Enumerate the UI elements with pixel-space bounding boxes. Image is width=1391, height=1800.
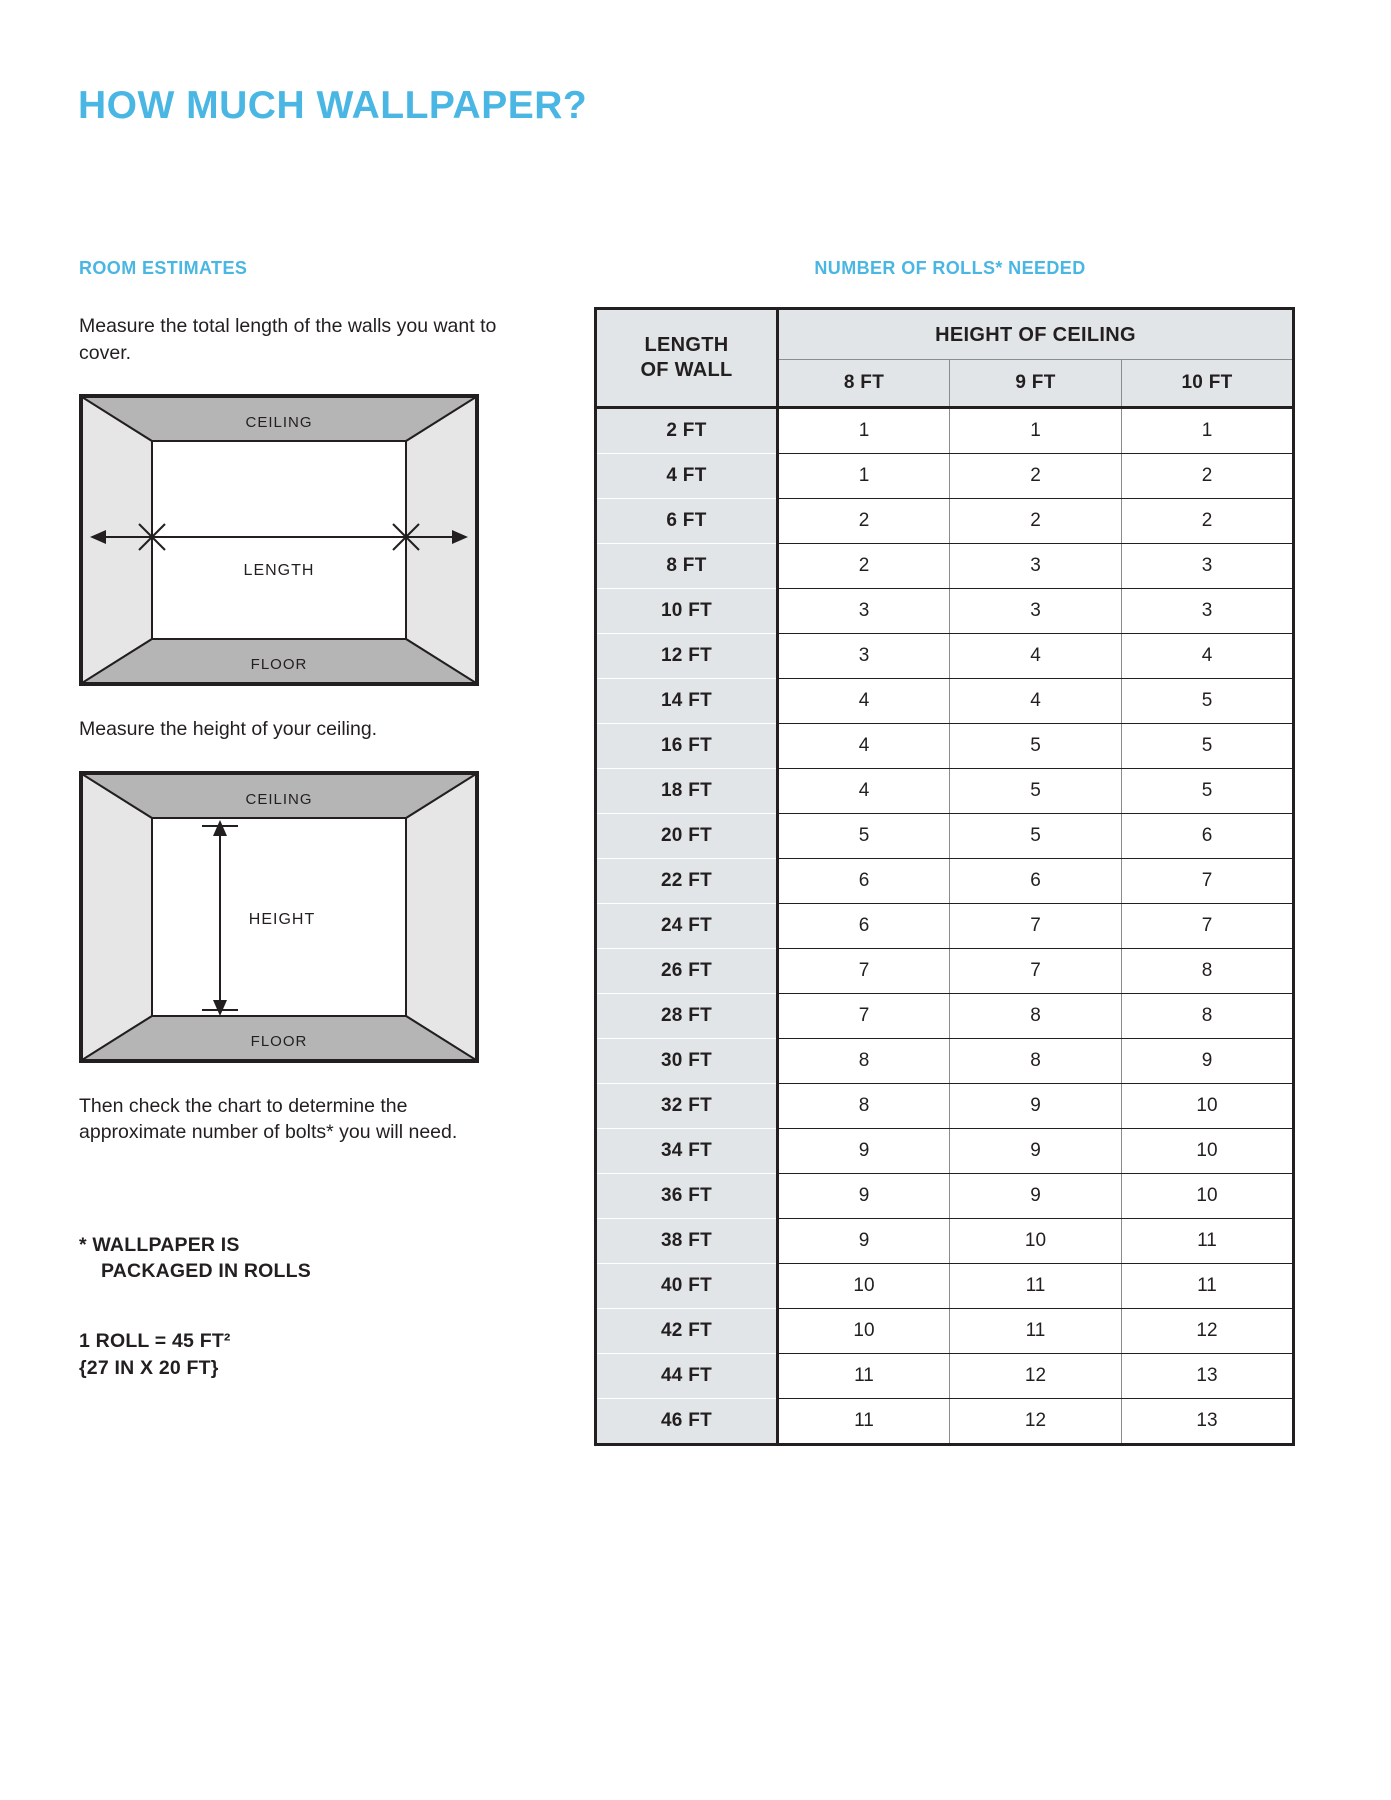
cell-rolls-8ft: 9 — [778, 1219, 950, 1264]
cell-length-of-wall: 22 FT — [596, 859, 778, 904]
cell-rolls-9ft: 9 — [950, 1174, 1122, 1219]
roll-size-note — [79, 1328, 499, 1381]
cell-rolls-8ft: 3 — [778, 634, 950, 679]
cell-rolls-8ft: 8 — [778, 1084, 950, 1129]
cell-rolls-8ft: 3 — [778, 589, 950, 634]
cell-length-of-wall: 30 FT — [596, 1039, 778, 1084]
cell-rolls-10ft: 7 — [1122, 859, 1294, 904]
cell-rolls-9ft: 9 — [950, 1084, 1122, 1129]
cell-rolls-9ft: 4 — [950, 634, 1122, 679]
roll-size-line-2: {27 IN X 20 FT} — [79, 1356, 219, 1379]
cell-rolls-10ft: 2 — [1122, 454, 1294, 499]
cell-rolls-9ft: 11 — [950, 1309, 1122, 1354]
table-row — [596, 1174, 1294, 1219]
page-title: HOW MUCH WALLPAPER? — [78, 84, 588, 128]
cell-rolls-8ft: 7 — [778, 994, 950, 1039]
cell-length-of-wall: 38 FT — [596, 1219, 778, 1264]
room-diagram-length-svg — [82, 397, 476, 683]
cell-rolls-10ft: 7 — [1122, 904, 1294, 949]
cell-rolls-10ft: 10 — [1122, 1084, 1294, 1129]
floor-label: FLOOR — [250, 1032, 308, 1050]
cell-rolls-9ft: 7 — [950, 949, 1122, 994]
cell-rolls-10ft: 8 — [1122, 949, 1294, 994]
table-row — [596, 1309, 1294, 1354]
cell-rolls-8ft: 9 — [778, 1129, 950, 1174]
cell-rolls-8ft: 4 — [778, 769, 950, 814]
cell-rolls-9ft: 8 — [950, 994, 1122, 1039]
room-estimates-column — [79, 258, 499, 1381]
cell-rolls-10ft: 5 — [1122, 679, 1294, 724]
table-row — [596, 454, 1294, 499]
cell-rolls-10ft: 3 — [1122, 589, 1294, 634]
cell-rolls-10ft: 11 — [1122, 1219, 1294, 1264]
cell-rolls-9ft: 4 — [950, 679, 1122, 724]
cell-rolls-9ft: 12 — [950, 1399, 1122, 1445]
rolls-table-section — [594, 258, 1306, 1446]
cell-rolls-10ft: 3 — [1122, 544, 1294, 589]
cell-rolls-9ft: 5 — [950, 814, 1122, 859]
cell-rolls-9ft: 2 — [950, 454, 1122, 499]
footnote-line-1: * WALLPAPER IS — [79, 1233, 240, 1256]
table-row — [596, 904, 1294, 949]
table-row — [596, 859, 1294, 904]
cell-rolls-10ft: 11 — [1122, 1264, 1294, 1309]
cell-rolls-10ft: 6 — [1122, 814, 1294, 859]
cell-length-of-wall: 2 FT — [596, 408, 778, 454]
cell-rolls-10ft: 12 — [1122, 1309, 1294, 1354]
header-ceiling-9ft: 9 FT — [950, 360, 1122, 408]
cell-length-of-wall: 36 FT — [596, 1174, 778, 1219]
table-row — [596, 679, 1294, 724]
cell-rolls-8ft: 10 — [778, 1264, 950, 1309]
header-length-line-2: OF WALL — [640, 359, 733, 381]
cell-length-of-wall: 28 FT — [596, 994, 778, 1039]
table-header — [596, 309, 1294, 408]
cell-rolls-10ft: 10 — [1122, 1174, 1294, 1219]
table-row — [596, 589, 1294, 634]
cell-rolls-8ft: 4 — [778, 679, 950, 724]
cell-rolls-10ft: 4 — [1122, 634, 1294, 679]
table-row — [596, 634, 1294, 679]
table-row — [596, 1399, 1294, 1445]
room-diagram-height-svg — [82, 774, 476, 1060]
header-ceiling-8ft: 8 FT — [778, 360, 950, 408]
cell-rolls-8ft: 11 — [778, 1399, 950, 1445]
cell-rolls-9ft: 1 — [950, 408, 1122, 454]
cell-rolls-9ft: 9 — [950, 1129, 1122, 1174]
cell-length-of-wall: 6 FT — [596, 499, 778, 544]
cell-rolls-9ft: 8 — [950, 1039, 1122, 1084]
cell-length-of-wall: 14 FT — [596, 679, 778, 724]
table-row — [596, 408, 1294, 454]
cell-length-of-wall: 42 FT — [596, 1309, 778, 1354]
cell-length-of-wall: 46 FT — [596, 1399, 778, 1445]
cell-rolls-10ft: 9 — [1122, 1039, 1294, 1084]
cell-rolls-10ft: 13 — [1122, 1354, 1294, 1399]
table-row — [596, 724, 1294, 769]
cell-rolls-8ft: 2 — [778, 499, 950, 544]
table-row — [596, 994, 1294, 1039]
footnote-line-2: PACKAGED IN ROLLS — [101, 1259, 311, 1282]
cell-rolls-10ft: 5 — [1122, 769, 1294, 814]
cell-rolls-10ft: 13 — [1122, 1399, 1294, 1445]
cell-length-of-wall: 10 FT — [596, 589, 778, 634]
cell-length-of-wall: 24 FT — [596, 904, 778, 949]
header-length-line-1: LENGTH — [644, 334, 729, 356]
cell-rolls-8ft: 4 — [778, 724, 950, 769]
cell-rolls-8ft: 6 — [778, 904, 950, 949]
instruction-paragraph-3: Then check the chart to determine the approximate number of bolts* you will need. — [79, 1094, 458, 1144]
cell-rolls-9ft: 12 — [950, 1354, 1122, 1399]
cell-rolls-8ft: 7 — [778, 949, 950, 994]
cell-length-of-wall: 18 FT — [596, 769, 778, 814]
rolls-table — [594, 307, 1295, 1446]
cell-rolls-8ft: 11 — [778, 1354, 950, 1399]
ceiling-label: CEILING — [245, 414, 313, 432]
table-row — [596, 769, 1294, 814]
cell-rolls-9ft: 3 — [950, 589, 1122, 634]
table-row — [596, 1354, 1294, 1399]
cell-rolls-9ft: 2 — [950, 499, 1122, 544]
cell-rolls-8ft: 6 — [778, 859, 950, 904]
section-heading-room-estimates: ROOM ESTIMATES — [79, 258, 248, 278]
cell-rolls-8ft: 1 — [778, 408, 950, 454]
floor-label: FLOOR — [250, 656, 308, 674]
length-dimension-label: LENGTH — [243, 562, 315, 580]
cell-rolls-9ft: 3 — [950, 544, 1122, 589]
instruction-paragraph-2: Measure the height of your ceiling. — [79, 718, 378, 741]
table-row — [596, 499, 1294, 544]
cell-rolls-9ft: 11 — [950, 1264, 1122, 1309]
table-row — [596, 1219, 1294, 1264]
table-row — [596, 1129, 1294, 1174]
table-row — [596, 949, 1294, 994]
cell-rolls-10ft: 5 — [1122, 724, 1294, 769]
header-length-of-wall — [596, 309, 778, 408]
cell-rolls-8ft: 1 — [778, 454, 950, 499]
cell-rolls-8ft: 2 — [778, 544, 950, 589]
cell-length-of-wall: 20 FT — [596, 814, 778, 859]
room-diagram-height — [79, 771, 479, 1063]
table-row — [596, 544, 1294, 589]
cell-rolls-8ft: 9 — [778, 1174, 950, 1219]
cell-length-of-wall: 40 FT — [596, 1264, 778, 1309]
cell-rolls-10ft: 10 — [1122, 1129, 1294, 1174]
cell-rolls-9ft: 7 — [950, 904, 1122, 949]
cell-rolls-10ft: 8 — [1122, 994, 1294, 1039]
section-heading-rolls-needed: NUMBER OF ROLLS* NEEDED — [814, 258, 1086, 278]
cell-length-of-wall: 34 FT — [596, 1129, 778, 1174]
cell-length-of-wall: 16 FT — [596, 724, 778, 769]
cell-length-of-wall: 32 FT — [596, 1084, 778, 1129]
cell-rolls-9ft: 5 — [950, 769, 1122, 814]
cell-rolls-9ft: 5 — [950, 724, 1122, 769]
cell-rolls-9ft: 10 — [950, 1219, 1122, 1264]
cell-rolls-8ft: 5 — [778, 814, 950, 859]
roll-size-line-1: 1 ROLL = 45 FT² — [79, 1330, 231, 1353]
cell-rolls-10ft: 1 — [1122, 408, 1294, 454]
ceiling-label: CEILING — [245, 790, 313, 808]
height-dimension-label: HEIGHT — [248, 910, 316, 928]
cell-length-of-wall: 26 FT — [596, 949, 778, 994]
room-diagram-length — [79, 394, 479, 686]
table-row — [596, 1039, 1294, 1084]
cell-length-of-wall: 8 FT — [596, 544, 778, 589]
header-height-of-ceiling: HEIGHT OF CEILING — [778, 309, 1294, 360]
cell-length-of-wall: 44 FT — [596, 1354, 778, 1399]
footnote-rolls — [79, 1232, 499, 1285]
table-row — [596, 1264, 1294, 1309]
cell-rolls-8ft: 8 — [778, 1039, 950, 1084]
table-row — [596, 814, 1294, 859]
cell-length-of-wall: 4 FT — [596, 454, 778, 499]
table-body — [596, 408, 1294, 1445]
header-ceiling-10ft: 10 FT — [1122, 360, 1294, 408]
table-row — [596, 1084, 1294, 1129]
cell-rolls-10ft: 2 — [1122, 499, 1294, 544]
instruction-paragraph-1: Measure the total length of the walls you want to cover. — [79, 315, 497, 364]
cell-rolls-8ft: 10 — [778, 1309, 950, 1354]
cell-rolls-9ft: 6 — [950, 859, 1122, 904]
cell-length-of-wall: 12 FT — [596, 634, 778, 679]
